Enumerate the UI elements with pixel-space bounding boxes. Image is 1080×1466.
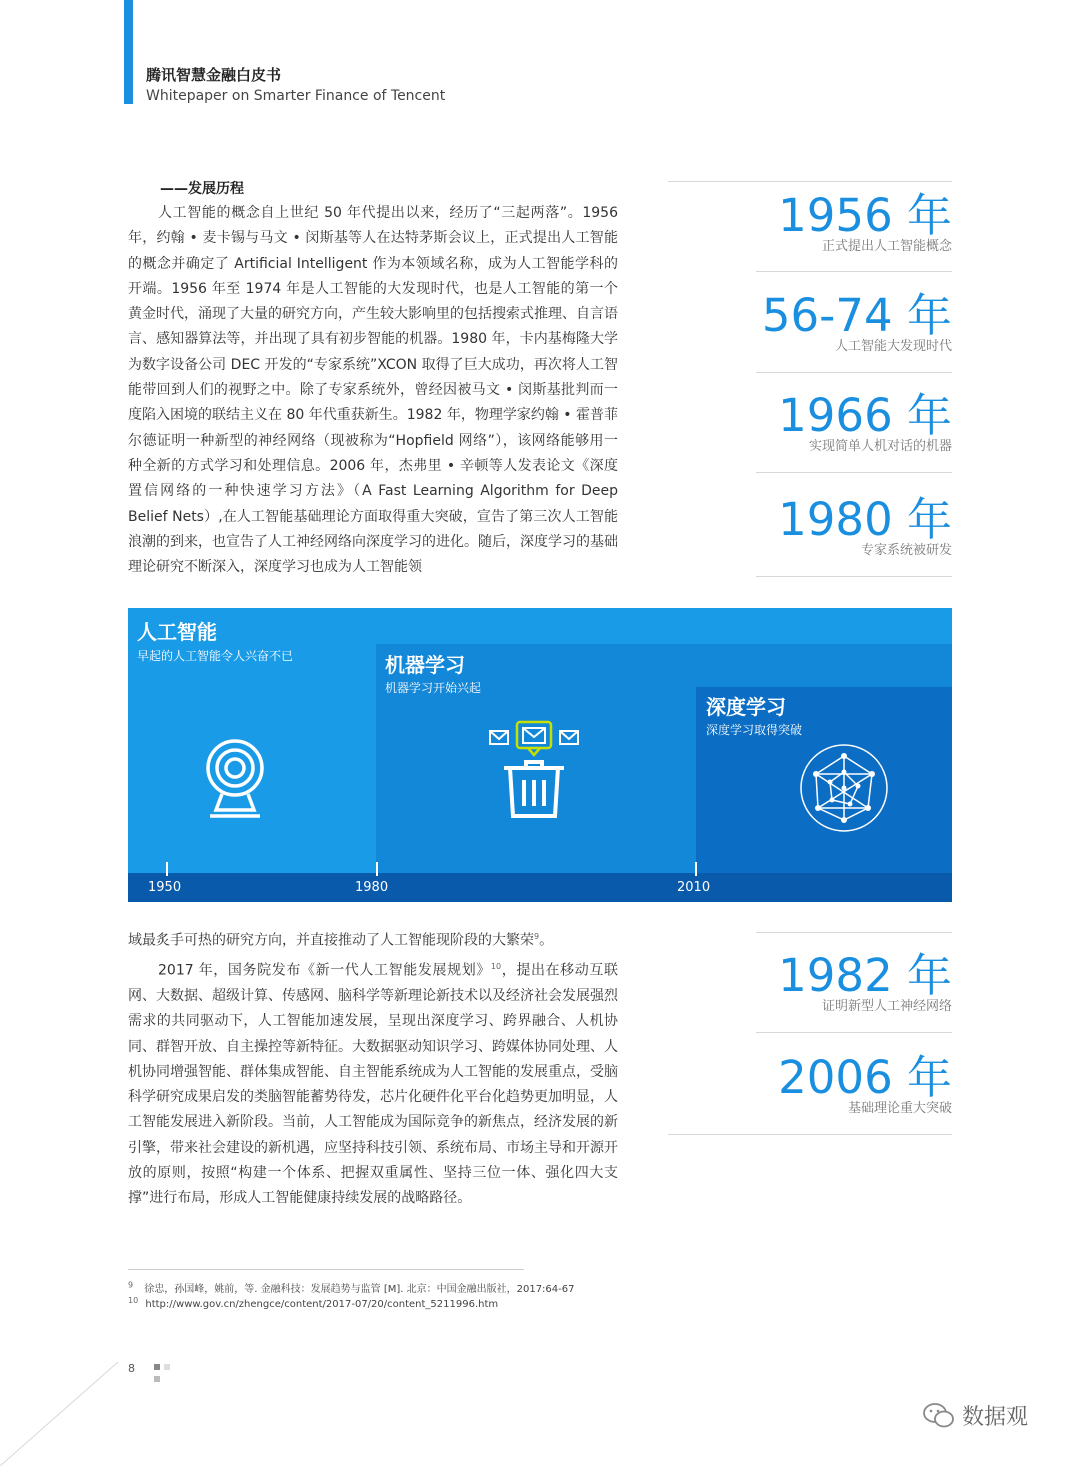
divider	[756, 372, 952, 373]
milestone-desc: 人工智能大发现时代	[834, 339, 952, 354]
timeline-year: 2010	[677, 880, 711, 895]
divider	[756, 932, 952, 933]
body-paragraph-2	[128, 924, 618, 1212]
footnote-ref[interactable]: 9	[534, 932, 540, 941]
header-accent-bar	[124, 0, 133, 104]
footnote-number: 10	[128, 1296, 139, 1305]
network-icon	[798, 742, 890, 834]
timeline-tick	[376, 862, 378, 876]
divider	[756, 472, 952, 473]
section-title: ——发展历程	[160, 181, 244, 197]
header-title-zh: 腾讯智慧金融白皮书	[146, 66, 282, 84]
milestone-56-74	[668, 290, 952, 356]
paragraph-3-text: 2017 年，国务院发布《新一代人工智能发展规划》	[158, 962, 491, 979]
milestone-1980	[668, 494, 952, 560]
paragraph-1-text: 人工智能的概念自上世纪 50 年代提出以来，经历了“三起两落”。1956 年，约翰 • 麦卡锡与马文 • 闵斯基等人在达特茅斯会议上，正式提出人工智能的概念并确定了 Artificial Intelligent 作为本领域名称，成为人工智能学科的开端。1956 年至 1974 年是人工智能的大发现时代，也是人工智能的第一个黄金时代，涌现了大量的研究方向，产生较大影响里的包括搜索式推理、自言语言、感知器算法等，并出现了具有初步智能的机器。1980 年，卡内基梅隆大学为数字设备公司 DEC 开发的“专家系统”XCON 取得了巨大成功，再次将人工智能带回到人们的视野之中。除了专家系统外，曾经因被马文 • 闵斯基批判而一度陷入困境的联结主义在 80 年代重获新生。1982 年，物理学家约翰 • 霍普菲尔德证明一种新型的神经网络（现被称为“Hopfield 网络”），该网络能够用一种全新的方式学习和处理信息。2006 年，杰弗里 • 辛顿等人发表论文《深度置信网络的一种快速学习方法》（A Fast Learning Algorithm for Deep Belief Nets）,在人工智能基础理论方面取得重大突破，宣告了第三次人工智能浪潮的到来，也宣告了人工神经网络向深度学习的进化。随后，深度学习的基础理论研究不断深入，深度学习也成为人工智能领	[128, 205, 618, 576]
stage-title: 深度学习	[706, 695, 786, 719]
milestone-year: 1982 年	[778, 949, 952, 1002]
milestone-1956	[668, 190, 952, 256]
milestone-year: 1966 年	[778, 389, 952, 442]
milestone-2006	[668, 1052, 952, 1118]
footnote-link[interactable]: http://www.gov.cn/zhengce/content/2017-07/20/content_5211996.htm	[145, 1299, 499, 1311]
divider	[756, 271, 952, 272]
timeline-axis	[128, 873, 952, 902]
stage-title: 人工智能	[137, 620, 217, 644]
timeline-year: 1950	[148, 880, 182, 895]
timeline-tick	[695, 862, 697, 876]
footnote-10	[128, 1296, 688, 1310]
footnote-9	[128, 1280, 688, 1295]
trash-mail-icon	[488, 718, 580, 822]
footnote-number: 9	[128, 1280, 134, 1290]
milestone-desc: 正式提出人工智能概念	[821, 239, 952, 254]
milestone-desc: 基础理论重大突破	[847, 1101, 952, 1116]
footnote-divider	[128, 1269, 524, 1270]
divider	[756, 1032, 952, 1033]
watermark-text: 数据观	[962, 1405, 1029, 1430]
page-number: 8	[128, 1362, 135, 1375]
milestone-desc: 专家系统被研发	[860, 543, 952, 558]
stage-subtitle: 早起的人工智能令人兴奋不已	[137, 649, 294, 663]
divider	[668, 1134, 952, 1135]
milestone-desc: 实现简单人机对话的机器	[808, 439, 952, 454]
stage-subtitle: 机器学习开始兴起	[385, 681, 482, 695]
milestone-1982	[668, 950, 952, 1016]
divider	[668, 181, 952, 182]
stage-title: 机器学习	[385, 653, 465, 677]
milestone-year: 1980 年	[778, 493, 952, 546]
page-squares-decoration	[152, 1362, 178, 1388]
paragraph-3-end: ，提出在移动互联网、大数据、超级计算、传感网、脑科学等新理论新技术以及经济社会发展强烈需求的共同驱动下，人工智能加速发展，呈现出深度学习、跨界融合、人机协同、群智开放、自主操控等新特征。大数据驱动知识学习、跨媒体协同处理、人机协同增强智能、群体集成智能、自主智能系统成为人工智能的发展重点，受脑科学研究成果启发的类脑智能蓄势待发，芯片化硬件化平台化趋势更加明显，人工智能发展进入新阶段。当前，人工智能成为国际竞争的新焦点，经济发展的新引擎，带来社会建设的新机遇，应坚持科技引领、系统布局、市场主导和开源开放的原则，按照“构建一个体系、把握双重属性、坚持三位一体、强化四大支撑”进行布局，形成人工智能健康持续发展的战略路径。	[128, 962, 619, 1207]
footnote-text: 徐忠，孙国峰，姚前，等. 金融科技：发展趋势与监管 [M]. 北京：中国金融出版社，2017:64-67	[144, 1284, 575, 1295]
header-title-en: Whitepaper on Smarter Finance of Tencent	[146, 88, 446, 104]
webcam-icon	[202, 736, 268, 820]
timeline-year: 1980	[355, 880, 389, 895]
paragraph-2-text: 域最炙手可热的研究方向，并直接推动了人工智能现阶段的大繁荣	[128, 932, 534, 949]
watermark	[922, 1400, 1028, 1431]
ai-timeline-banner	[128, 608, 952, 902]
timeline-tick	[166, 862, 168, 876]
paragraph-2-end: 。	[539, 932, 554, 949]
milestone-year: 2006 年	[778, 1051, 952, 1104]
body-paragraph-1	[128, 201, 618, 580]
milestone-year: 1956 年	[778, 189, 952, 242]
milestone-1966	[668, 390, 952, 456]
wechat-icon	[922, 1401, 956, 1431]
milestone-desc: 证明新型人工神经网络	[821, 999, 952, 1014]
milestone-year: 56-74 年	[761, 289, 952, 342]
corner-decoration	[0, 1360, 120, 1466]
stage-subtitle: 深度学习取得突破	[706, 723, 803, 737]
divider	[756, 576, 952, 577]
footnote-ref[interactable]: 10	[490, 961, 502, 971]
